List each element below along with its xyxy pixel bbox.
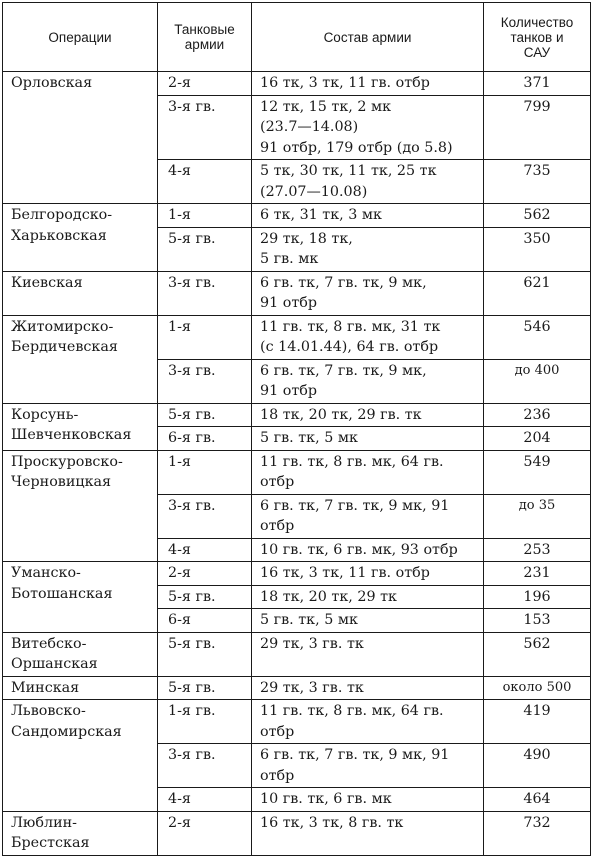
header-army: Танковые армии xyxy=(158,3,252,72)
table-row xyxy=(3,271,591,315)
army-cell: 2-я xyxy=(158,811,252,855)
composition-cell: 16 тк, 3 тк, 8 гв. тк xyxy=(252,811,484,855)
header-row xyxy=(3,3,591,72)
composition-cell: 18 тк, 20 тк, 29 гв. тк xyxy=(252,403,484,427)
table-row xyxy=(3,676,591,700)
table-row xyxy=(3,315,591,359)
quantity-cell: 236 xyxy=(484,403,591,427)
quantity-cell: 490 xyxy=(484,744,591,788)
quantity-cell: около 500 xyxy=(484,676,591,700)
tank-armies-table xyxy=(2,2,591,856)
army-cell: 5-я гв. xyxy=(158,403,252,427)
army-cell: 6-я xyxy=(158,609,252,633)
army-cell: 5-я гв. xyxy=(158,632,252,676)
table-row xyxy=(3,72,591,96)
header-composition: Состав армии xyxy=(252,3,484,72)
army-cell: 1-я xyxy=(158,450,252,494)
composition-cell: 5 гв. тк, 5 мк xyxy=(252,427,484,451)
operation-cell: Житомирско- Бердичевская xyxy=(3,315,158,403)
quantity-cell: 546 xyxy=(484,315,591,359)
quantity-cell: 735 xyxy=(484,160,591,204)
army-cell: 3-я гв. xyxy=(158,744,252,788)
army-cell: 3-я гв. xyxy=(158,271,252,315)
quantity-cell: 253 xyxy=(484,538,591,562)
quantity-cell: 371 xyxy=(484,72,591,96)
quantity-cell: до 35 xyxy=(484,494,591,538)
composition-cell: 11 гв. тк, 8 гв. мк, 64 гв. отбр xyxy=(252,700,484,744)
composition-cell: 29 тк, 3 гв. тк xyxy=(252,632,484,676)
army-cell: 4-я xyxy=(158,788,252,812)
operation-cell: Витебско- Оршанская xyxy=(3,632,158,676)
operation-cell: Минская xyxy=(3,676,158,700)
table-row xyxy=(3,204,591,228)
army-cell: 1-я xyxy=(158,204,252,228)
composition-cell: 11 гв. тк, 8 гв. мк, 64 гв. отбр xyxy=(252,450,484,494)
composition-cell: 10 гв. тк, 6 гв. мк, 93 отбр xyxy=(252,538,484,562)
table-header xyxy=(3,3,591,72)
quantity-cell: 196 xyxy=(484,585,591,609)
composition-cell: 6 гв. тк, 7 гв. тк, 9 мк, 91 отбр xyxy=(252,359,484,403)
composition-cell: 6 гв. тк, 7 гв. тк, 9 мк, 91 отбр xyxy=(252,494,484,538)
composition-cell: 11 гв. тк, 8 гв. мк, 31 тк (с 14.01.44), 64 гв. отбр xyxy=(252,315,484,359)
composition-cell: 12 тк, 15 тк, 2 мк (23.7—14.08) 91 отбр, 179 отбр (до 5.8) xyxy=(252,95,484,160)
army-cell: 2-я xyxy=(158,72,252,96)
composition-cell: 16 тк, 3 тк, 11 гв. отбр xyxy=(252,562,484,586)
army-cell: 5-я гв. xyxy=(158,676,252,700)
army-cell: 6-я гв. xyxy=(158,427,252,451)
quantity-cell: 732 xyxy=(484,811,591,855)
army-cell: 1-я xyxy=(158,315,252,359)
quantity-cell: 350 xyxy=(484,227,591,271)
operation-cell: Уманско- Ботошанская xyxy=(3,562,158,633)
quantity-cell: 549 xyxy=(484,450,591,494)
army-cell: 2-я xyxy=(158,562,252,586)
table-row xyxy=(3,632,591,676)
composition-cell: 6 гв. тк, 7 гв. тк, 9 мк, 91 отбр xyxy=(252,271,484,315)
composition-cell: 6 тк, 31 тк, 3 мк xyxy=(252,204,484,228)
army-cell: 3-я гв. xyxy=(158,494,252,538)
quantity-cell: 799 xyxy=(484,95,591,160)
quantity-cell: 464 xyxy=(484,788,591,812)
operation-cell: Львовско- Сандомирская xyxy=(3,700,158,812)
quantity-cell: 153 xyxy=(484,609,591,633)
operation-cell: Белгородско- Харьковская xyxy=(3,204,158,272)
army-cell: 4-я xyxy=(158,538,252,562)
composition-cell: 5 тк, 30 тк, 11 тк, 25 тк (27.07—10.08) xyxy=(252,160,484,204)
table-row xyxy=(3,811,591,855)
table-row xyxy=(3,562,591,586)
army-cell: 3-я гв. xyxy=(158,359,252,403)
table-row xyxy=(3,403,591,427)
composition-cell: 10 гв. тк, 6 гв. мк xyxy=(252,788,484,812)
quantity-cell: 562 xyxy=(484,632,591,676)
quantity-cell: 231 xyxy=(484,562,591,586)
table-row xyxy=(3,700,591,744)
army-cell: 3-я гв. xyxy=(158,95,252,160)
composition-cell: 5 гв. тк, 5 мк xyxy=(252,609,484,633)
quantity-cell: 621 xyxy=(484,271,591,315)
table-body xyxy=(3,72,591,856)
army-cell: 4-я xyxy=(158,160,252,204)
quantity-cell: до 400 xyxy=(484,359,591,403)
quantity-cell: 419 xyxy=(484,700,591,744)
composition-cell: 29 тк, 3 гв. тк xyxy=(252,676,484,700)
composition-cell: 29 тк, 18 тк, 5 гв. мк xyxy=(252,227,484,271)
composition-cell: 6 гв. тк, 7 гв. тк, 9 мк, 91 отбр xyxy=(252,744,484,788)
operation-cell: Орловская xyxy=(3,72,158,204)
army-cell: 1-я гв. xyxy=(158,700,252,744)
operation-cell: Люблин- Брестская xyxy=(3,811,158,855)
table-row xyxy=(3,450,591,494)
header-operation: Операции xyxy=(3,3,158,72)
operation-cell: Проскуровско- Черновицкая xyxy=(3,450,158,562)
operation-cell: Киевская xyxy=(3,271,158,315)
composition-cell: 18 тк, 20 тк, 29 тк xyxy=(252,585,484,609)
quantity-cell: 204 xyxy=(484,427,591,451)
composition-cell: 16 тк, 3 тк, 11 гв. отбр xyxy=(252,72,484,96)
operation-cell: Корсунь- Шевченковская xyxy=(3,403,158,450)
header-quantity: Количество танков и САУ xyxy=(484,3,591,72)
quantity-cell: 562 xyxy=(484,204,591,228)
army-cell: 5-я гв. xyxy=(158,227,252,271)
army-cell: 5-я гв. xyxy=(158,585,252,609)
